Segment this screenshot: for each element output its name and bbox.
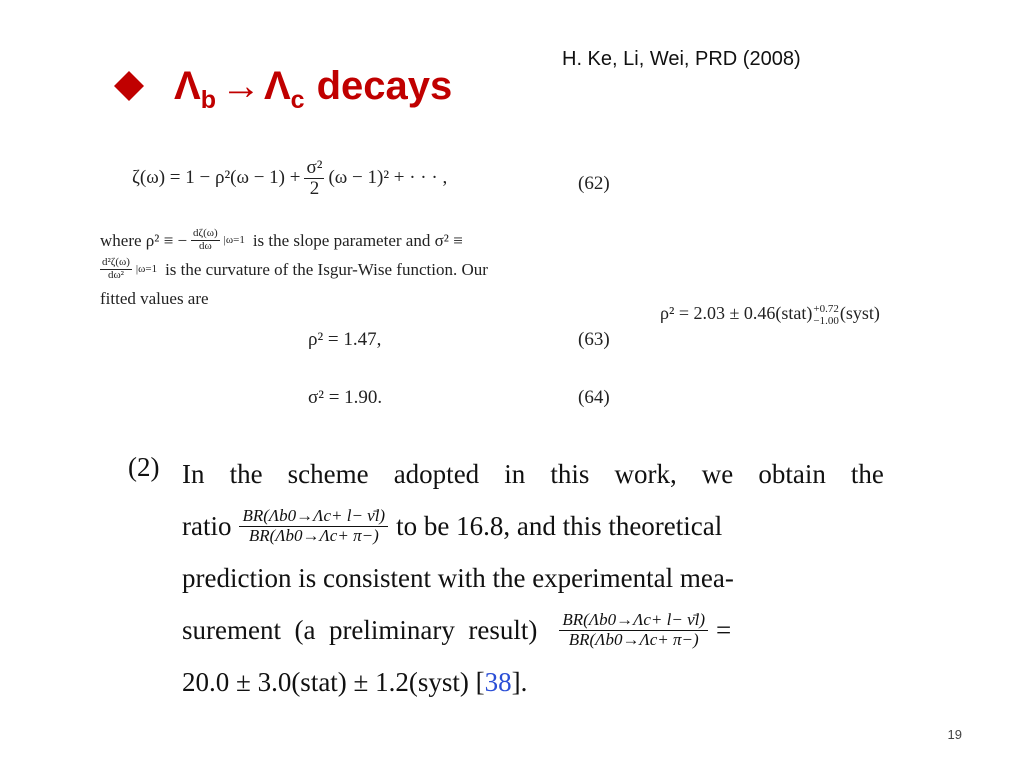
title-arrow: → xyxy=(220,63,261,108)
reference-link[interactable]: 38 xyxy=(484,666,512,697)
fit-asym-error: +0.72 −1.00 xyxy=(813,303,839,327)
item-label: (2) xyxy=(128,452,160,482)
title-lambda-c: $\Lambda_c$ xyxy=(263,63,305,114)
citation: H. Ke, Li, Wei, PRD (2008) xyxy=(562,48,801,70)
eq62-rhs: (ω − 1)² + · · · , xyxy=(328,167,448,189)
para-line-1: where ρ² ≡ − $\frac{d\zeta(\omega)}{d\omega}$ |ω=1 is the slope parameter and σ² ≡ xyxy=(100,227,463,252)
measured-ratio-fraction: $\frac{BR(\Lambda b0\to\Lambda c+ l- \nūl)}{BR(\Lambda b0\to\Lambda c+ \pi-)}$ xyxy=(559,611,708,649)
equation-64: σ² = 1.90. xyxy=(308,387,383,408)
page-number: 19 xyxy=(947,727,962,742)
curvature-fraction: $\frac{\text{d²ζ(ω)}}{\text{dω²}}$ xyxy=(102,256,130,281)
slide-title xyxy=(114,60,452,112)
excerpt-line-1: In the scheme adopted in this work, we obtain the xyxy=(182,458,884,489)
equation-63-number: (63) xyxy=(578,329,610,350)
excerpt-line-2: ratio $\frac{BR(\Lambda b0\to\Lambda c+ l- \nūl)}{BR(\Lambda b0\to\Lambda c+ \pi-)}$ to be 16.8, and this theoretical xyxy=(182,505,723,545)
para-line-3: fitted values are xyxy=(100,289,209,308)
equation-62-number: (62) xyxy=(578,173,610,194)
para-line-2: $\frac{\text{d²ζ(ω)}}{\text{dω²}}$ |ω=1 is the curvature of the Isgur-Wise function. Our xyxy=(102,256,488,281)
eq62-lhs: ζ(ω) = 1 − ρ²(ω − 1) + xyxy=(132,167,301,189)
title-lambda-b: $\Lambda_b$ xyxy=(174,63,216,114)
eq62-fraction: $\frac{\text{σ²}}{2}$ xyxy=(306,157,323,199)
slope-fraction: $\frac{d\zeta(\omega)}{d\omega}$ xyxy=(193,227,218,252)
excerpt-line-5: 20.0 ± 3.0(stat) ± 1.2(syst) [ 38 ]. xyxy=(182,666,528,697)
title-word: decays xyxy=(316,63,453,108)
paragraph-definitions xyxy=(100,226,615,313)
excerpt-line-3: prediction is consistent with the experimental mea- xyxy=(182,562,734,593)
equation-63: ρ² = 1.47, xyxy=(308,329,382,350)
equation-64-number: (64) xyxy=(578,387,610,408)
diamond-bullet-icon xyxy=(114,71,144,101)
ratio-fraction: $\frac{BR(\Lambda b0\to\Lambda c+ l- \nūl)}{BR(\Lambda b0\to\Lambda c+ \pi-)}$ xyxy=(239,507,388,545)
experimental-fit: ρ² = 2.03 ± 0.46(stat) +0.72 −1.00 (syst) xyxy=(660,303,880,327)
excerpt-line-4: surement (a preliminary result) $\frac{BR(\Lambda b0\to\Lambda c+ l- \nūl)}{BR(\Lambda b0\to\Lambda c+ \pi-)}$ = xyxy=(182,609,732,649)
equation-62 xyxy=(132,158,447,199)
